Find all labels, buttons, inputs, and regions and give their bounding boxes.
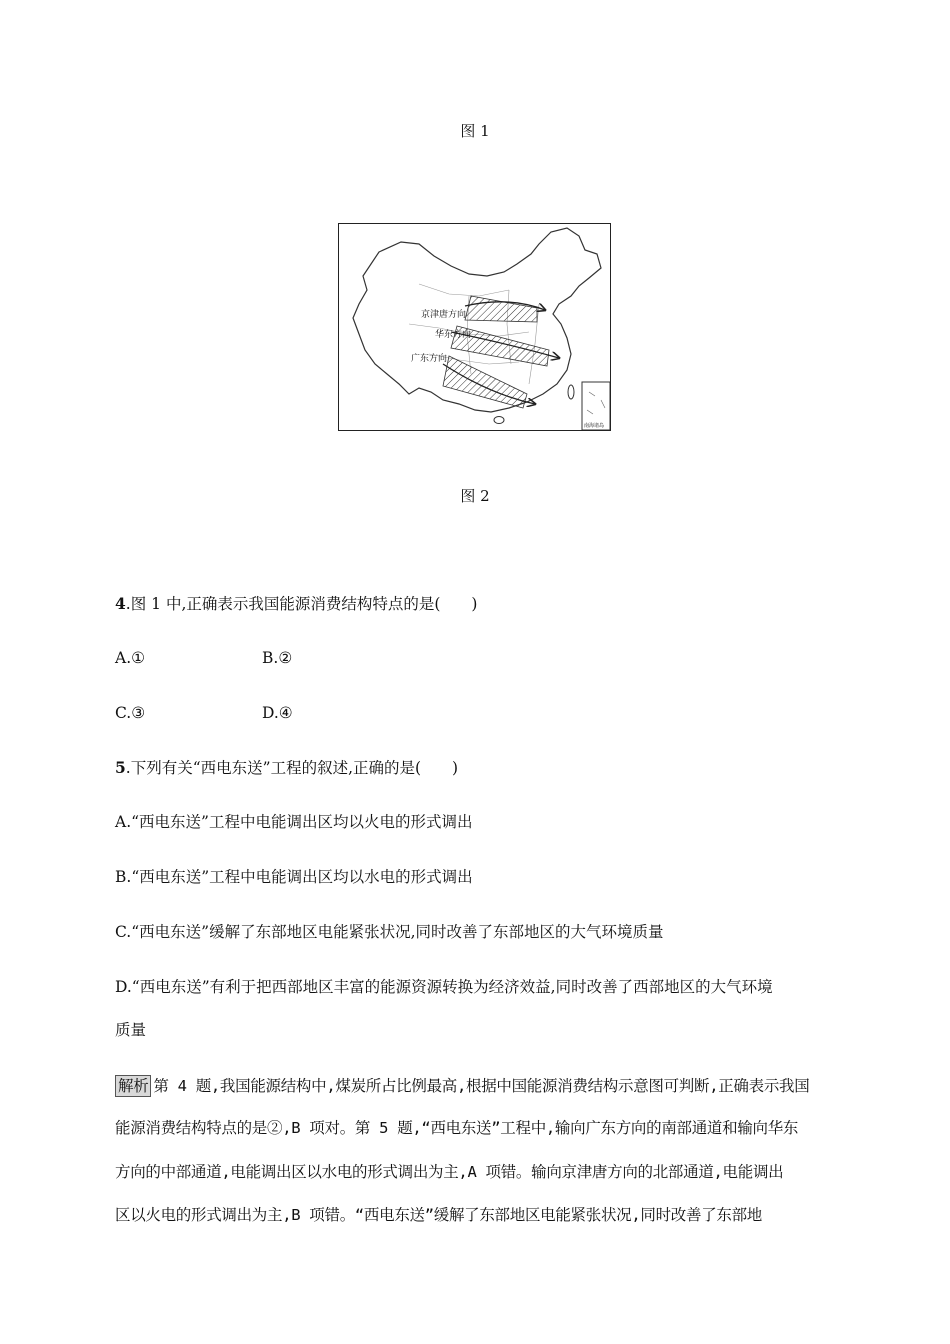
question-4-stem bbox=[115, 594, 477, 614]
question-5-stem bbox=[115, 758, 458, 778]
q5-option-b: B.“西电东送”工程中电能调出区均以水电的形式调出 bbox=[115, 868, 473, 886]
question-number: 5 bbox=[115, 758, 126, 777]
q4-option-c: C.③ bbox=[115, 704, 146, 722]
south-corridor bbox=[443, 356, 527, 408]
figure-1-caption: 图 1 bbox=[460, 122, 490, 140]
analysis-line-4: 区以火电的形式调出为主,B 项错。“西电东送”缓解了东部地区电能紧张状况,同时改善了东部地 bbox=[115, 1206, 762, 1224]
question-text: .下列有关“西电东送”工程的叙述,正确的是( ) bbox=[125, 759, 459, 777]
analysis-line-2: 能源消费结构特点的是②,B 项对。第 5 题,“西电东送”工程中,输向广东方向的南部通道和输向华东 bbox=[115, 1119, 799, 1137]
analysis-line-1: 解析 第 4 题,我国能源结构中,煤炭所占比例最高,根据中国能源消费结构示意图可判断,正确表示我国 bbox=[115, 1075, 835, 1097]
china-power-map bbox=[338, 223, 611, 431]
q5-option-d-cont: 质量 bbox=[115, 1021, 147, 1039]
map-graphic bbox=[339, 224, 610, 430]
analysis-line-3: 方向的中部通道,电能调出区以水电的形式调出为主,A 项错。输向京津唐方向的北部通道,电能调出 bbox=[115, 1163, 784, 1181]
q5-option-c: C.“西电东送”缓解了东部地区电能紧张状况,同时改善了东部地区的大气环境质量 bbox=[115, 923, 664, 941]
analysis-tag: 解析 bbox=[115, 1075, 151, 1097]
q4-option-a: A.① bbox=[115, 649, 146, 667]
label-middle: 华东方向 bbox=[435, 330, 472, 340]
inset-label: 南海诸岛 bbox=[584, 423, 605, 429]
question-text: .图 1 中,正确表示我国能源消费结构特点的是( ) bbox=[125, 595, 478, 613]
figure-2-caption: 图 2 bbox=[460, 487, 490, 505]
q4-option-d: D.④ bbox=[262, 704, 293, 722]
label-south: 广东方向 bbox=[411, 354, 448, 364]
question-number: 4 bbox=[115, 594, 126, 613]
label-north: 京津唐方向 bbox=[421, 310, 467, 320]
q5-option-d: D.“西电东送”有利于把西部地区丰富的能源资源转换为经济效益,同时改善了西部地区的大气环境 bbox=[115, 978, 773, 996]
q5-option-a: A.“西电东送”工程中电能调出区均以火电的形式调出 bbox=[115, 813, 473, 831]
q4-option-b: B.② bbox=[262, 649, 293, 667]
north-corridor bbox=[465, 296, 537, 322]
